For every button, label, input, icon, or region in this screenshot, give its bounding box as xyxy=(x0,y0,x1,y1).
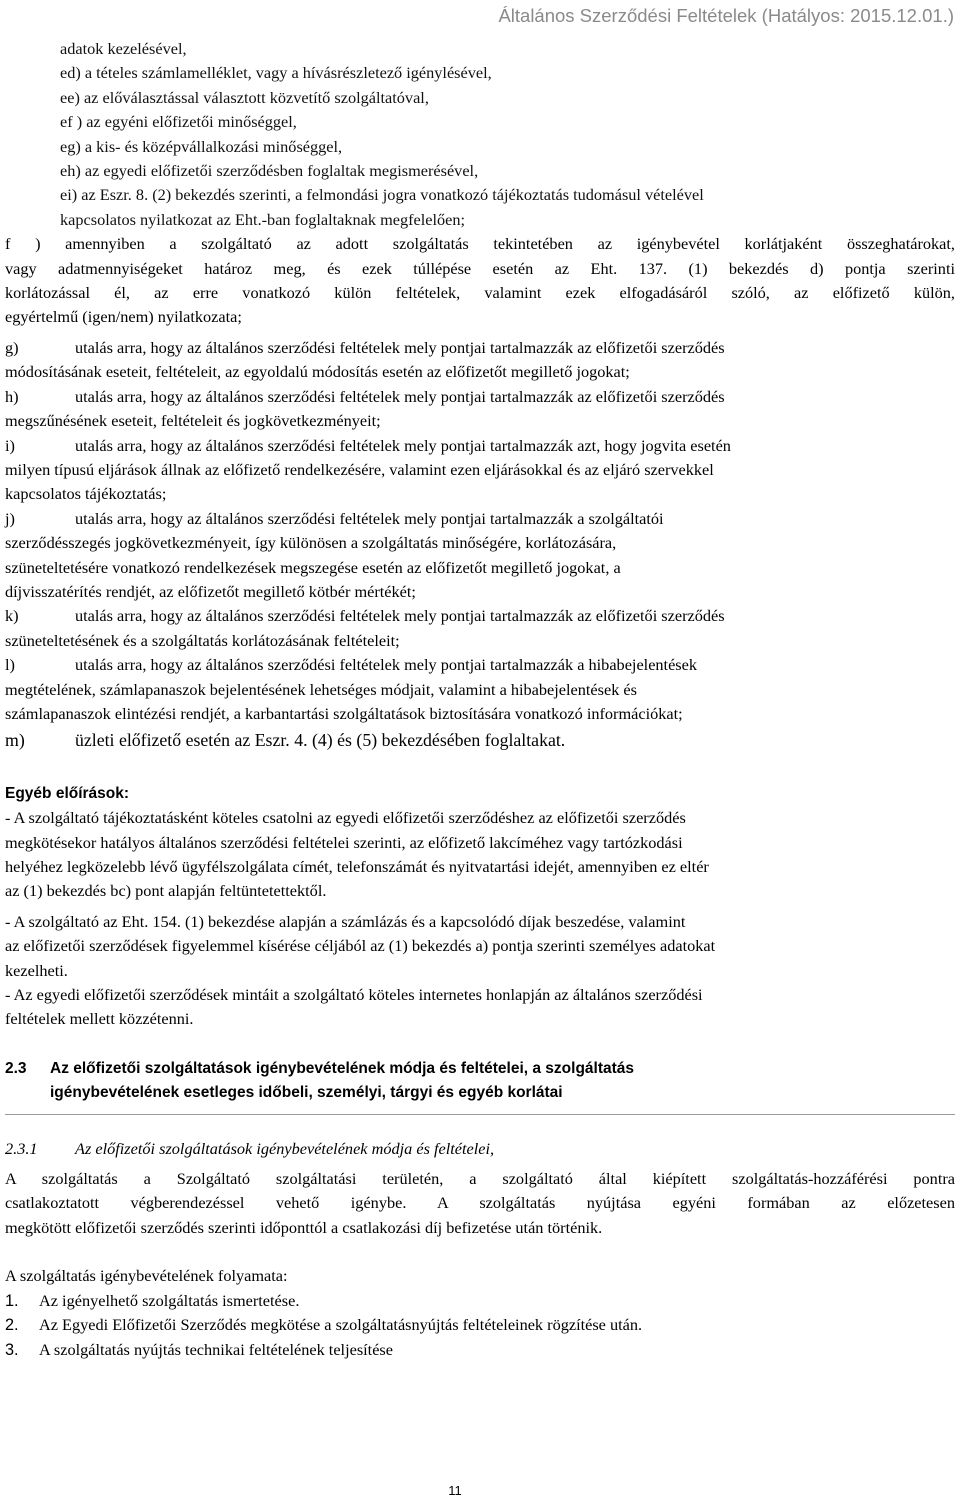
section-title: Az előfizetői szolgáltatások igénybevételének módja és feltételei, a szolgáltatás xyxy=(50,1059,635,1077)
list-line: ee) az előválasztással választott közvetítő szolgáltatóval, xyxy=(60,87,429,107)
item-text: megszűnésének eseteit, feltételeit és jogkövetkezményeit; xyxy=(5,411,381,431)
item-text: megtételének, számlapanaszok bejelentésének lehetséges módjait, valamint a hibabejelentések és xyxy=(5,679,637,699)
step-text: A szolgáltatás nyújtás technikai feltételének teljesítése xyxy=(39,1339,393,1359)
rule-line: megkötésekor hatályos általános szerződési feltételei szerinti, az előfizető lakcíméhez vagy tartózkodási xyxy=(5,832,683,852)
step-text: Az igényelhető szolgáltatás ismertetése. xyxy=(39,1290,300,1310)
item-m xyxy=(5,728,955,753)
item-text: szüneteltetésére vonatkozó rendelkezések megszegése esetén az előfizetőt megillető jogokat, a xyxy=(5,557,621,577)
section-title-cont: igénybevételének esetleges időbeli, személyi, tárgyi és egyéb korlátai xyxy=(50,1084,563,1102)
list-line: ef ) az egyéni előfizetői minőséggel, xyxy=(60,112,297,132)
page-number: 11 xyxy=(448,1483,462,1498)
subsection-number: 2.3.1 xyxy=(5,1138,38,1158)
list-line: kapcsolatos nyilatkozat az Eht.-ban foglaltaknak megfelelően; xyxy=(60,209,466,229)
step-text: Az Egyedi Előfizetői Szerződés megkötése a szolgáltatásnyújtás feltételeinek rögzítése után. xyxy=(39,1315,643,1335)
item-text: számlapanaszok elintézési rendjét, a karbantartási szolgáltatások biztosítására vonatkozó információkat; xyxy=(5,703,683,723)
item-text: utalás arra, hogy az általános szerződési feltételek mely pontjai tartalmazzák a szolgáltatói xyxy=(75,508,664,528)
rule-line: feltételek mellett közzétenni. xyxy=(5,1009,194,1029)
item-f-line: f ) amennyiben a szolgáltató az adott szolgáltatás tekintetében az igénybevétel korlátjaként összeghatárokat, xyxy=(5,234,955,254)
item-text: utalás arra, hogy az általános szerződési feltételek mely pontjai tartalmazzák az előfizetői szerződés xyxy=(75,606,725,626)
rule-line: az előfizetői szerződések figyelemmel kísérése céljából az (1) bekezdés a) pontja szerinti személyes adatokat xyxy=(5,936,716,956)
paragraph-line: megkötött előfizetői szerződés szerinti időponttól a csatlakozási díj befizetése után történik. xyxy=(5,1217,603,1237)
item-label: j) xyxy=(5,508,15,528)
item-i xyxy=(5,434,955,507)
process-title: A szolgáltatás igénybevételének folyamata: xyxy=(5,1266,288,1286)
other-rules-title: Egyéb előírások: xyxy=(5,784,130,802)
item-f-line: vagy adatmennyiségeket határoz meg, és ezek túllépése esetén az Eht. 137. (1) bekezdés d) pontja szerinti xyxy=(5,258,955,278)
item-text: szerződésszegés jogkövetkezményeit, így különösen a szolgáltatás minőségére, korlátozására, xyxy=(5,533,617,553)
list-line: eh) az egyedi előfizetői szerződésben foglaltak megismerésével, xyxy=(60,161,479,181)
list-continuation xyxy=(5,37,955,232)
list-line: ed) a tételes számlamelléklet, vagy a hívásrészletező igénylésével, xyxy=(60,63,492,83)
step-number: 2. xyxy=(5,1316,19,1335)
step-number: 3. xyxy=(5,1340,19,1359)
other-rules xyxy=(5,782,955,1032)
rule-line: - Az egyedi előfizetői szerződések mintáit a szolgáltató köteles internetes honlapján az általános szerződési xyxy=(5,985,703,1005)
page-content xyxy=(5,37,955,1362)
item-l xyxy=(5,653,955,726)
paragraph-line: A szolgáltatás a Szolgáltató szolgáltatási területén, a szolgáltató által kiépített szolgáltatás-hozzáférési pontra xyxy=(5,1169,955,1189)
item-h xyxy=(5,385,955,434)
item-text: kapcsolatos tájékoztatás; xyxy=(5,484,167,504)
process-step xyxy=(5,1313,955,1337)
item-label: g) xyxy=(5,337,19,357)
item-f-line: korlátozással él, az erre vonatkozó külön feltételek, valamint ezek elfogadásáról szóló, az előfizető külön, xyxy=(5,283,955,303)
rule-line: - A szolgáltató az Eht. 154. (1) bekezdése alapján a számlázás és a kapcsolódó díjak beszedése, valamint xyxy=(5,911,686,931)
item-f-line: egyértelmű (igen/nem) nyilatkozata; xyxy=(5,307,242,327)
section-number: 2.3 xyxy=(5,1059,27,1077)
item-text: utalás arra, hogy az általános szerződési feltételek mely pontjai tartalmazzák azt, hogy jogvita esetén xyxy=(75,435,731,455)
item-label: m) xyxy=(5,730,25,751)
paragraph-line: csatlakoztatott végberendezéssel vehető igénybe. A szolgáltatás nyújtása egyéni formában az előzetesen xyxy=(5,1193,955,1213)
item-label: i) xyxy=(5,435,15,455)
rule-line: - A szolgáltató tájékoztatásként köteles csatolni az egyedi előfizetői szerződéshez az előfizetői szerződés xyxy=(5,808,686,828)
rule-line: az (1) bekezdés bc) pont alapján feltüntetettektől. xyxy=(5,881,327,901)
item-k xyxy=(5,604,955,653)
list-line: adatok kezelésével, xyxy=(60,39,187,58)
item-label: l) xyxy=(5,655,15,675)
item-text: utalás arra, hogy az általános szerződési feltételek mely pontjai tartalmazzák a hibabejelentések xyxy=(75,655,698,675)
item-f xyxy=(5,232,955,330)
rule-line: kezelheti. xyxy=(5,960,68,980)
item-text: szüneteltetésének és a szolgáltatás korlátozásának feltételeit; xyxy=(5,630,400,650)
item-label: k) xyxy=(5,606,19,626)
item-label: h) xyxy=(5,386,19,406)
section-2-3-heading xyxy=(5,1057,955,1115)
list-line: eg) a kis- és középvállalkozási minőséggel, xyxy=(60,136,343,156)
rule-line: helyéhez legközelebb lévő ügyfélszolgálata címét, telefonszámát és nyitvatartási idejét, amennyiben ez eltér xyxy=(5,857,709,876)
item-text: utalás arra, hogy az általános szerződési feltételek mely pontjai tartalmazzák az előfizetői szerződés xyxy=(75,337,725,357)
section-2-3-1 xyxy=(5,1137,955,1362)
list-line: ei) az Eszr. 8. (2) bekezdés szerinti, a felmondási jogra vonatkozó tájékoztatás tudomásul vételével xyxy=(60,185,704,205)
item-text: milyen típusú eljárások állnak az előfizető rendelkezésére, valamint ezen eljárásokkal és az eljáró szervekkel xyxy=(5,459,714,479)
item-text: módosításának eseteit, feltételeit, az egyoldalú módosítás esetén az előfizetőt megillető jogokat; xyxy=(5,362,630,382)
item-text: díjvisszatérítés rendjét, az előfizetőt megillető kötbér mértékét; xyxy=(5,581,416,601)
process-step xyxy=(5,1338,955,1362)
subsection-title: Az előfizetői szolgáltatások igénybevételének módja és feltételei, xyxy=(75,1138,495,1158)
step-number: 1. xyxy=(5,1291,19,1310)
item-text: üzleti előfizető esetén az Eszr. 4. (4) és (5) bekezdésében foglaltakat. xyxy=(75,730,566,751)
item-j xyxy=(5,507,955,605)
item-g xyxy=(5,336,955,385)
document-header: Általános Szerződési Feltételek (Hatályos: 2015.12.01.) xyxy=(498,5,954,26)
item-text: utalás arra, hogy az általános szerződési feltételek mely pontjai tartalmazzák az előfizetői szerződés xyxy=(75,386,725,406)
process-step xyxy=(5,1289,955,1313)
